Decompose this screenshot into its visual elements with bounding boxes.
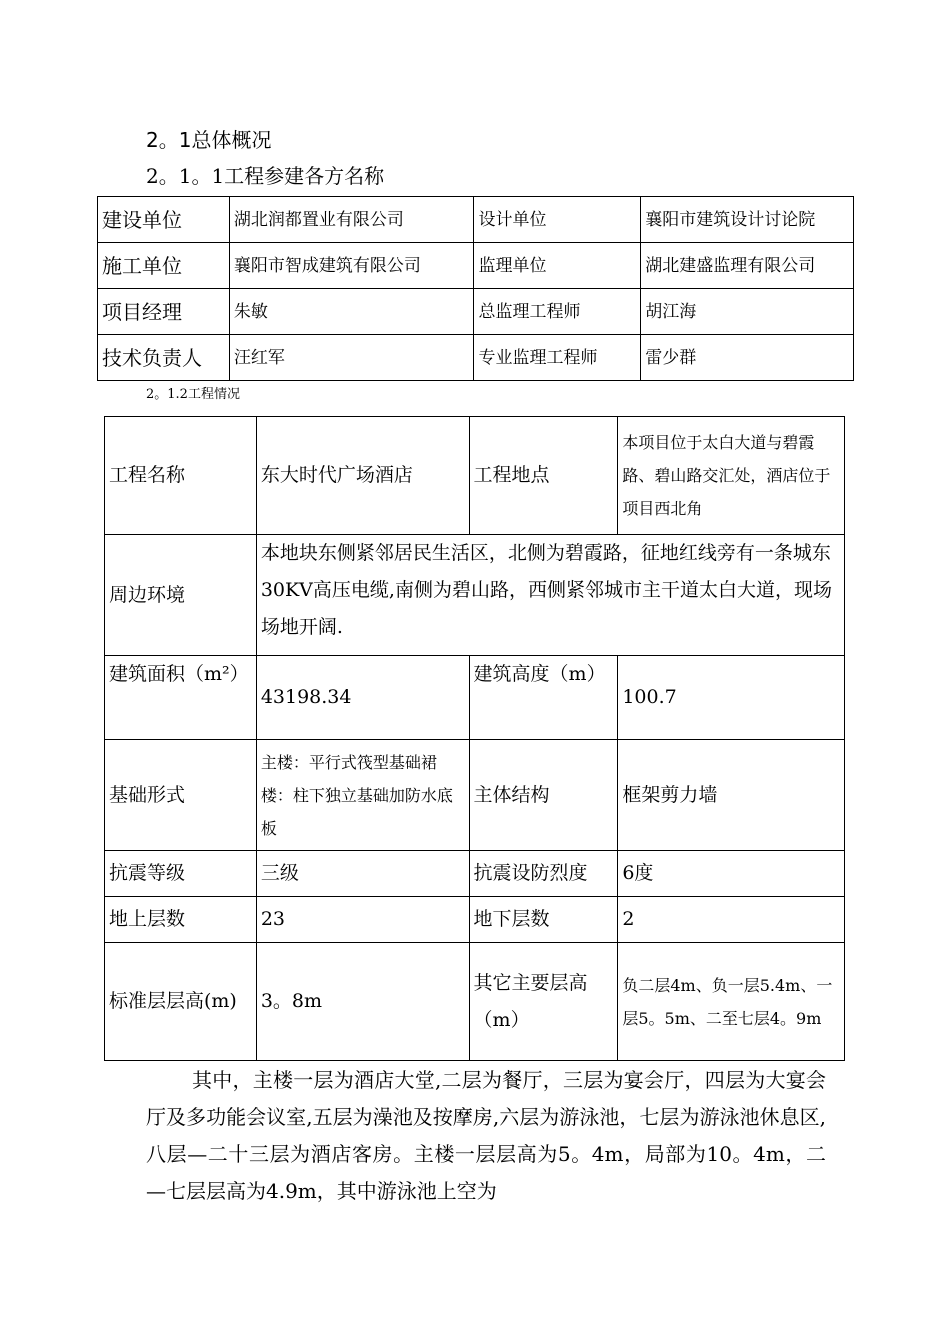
table-cell: 抗震等级 xyxy=(105,851,257,897)
table-cell: 建设单位 xyxy=(98,197,230,243)
table-row xyxy=(98,197,854,243)
table-cell: 汪红军 xyxy=(229,335,474,381)
table-row xyxy=(105,656,845,740)
table-row xyxy=(105,740,845,851)
table-cell: 基础形式 xyxy=(105,740,257,851)
table-cell: 项目经理 xyxy=(98,289,230,335)
table-cell: 地上层数 xyxy=(105,897,257,943)
table-cell: 负二层4m、负一层5.4m、一层5。5m、二至七层4。9m xyxy=(618,943,845,1061)
table-cell: 襄阳市建筑设计讨论院 xyxy=(641,197,854,243)
table-cell: 建筑高度（m） xyxy=(469,656,618,740)
table-cell: 襄阳市智成建筑有限公司 xyxy=(229,243,474,289)
parties-table xyxy=(97,196,854,381)
table-cell: 本项目位于太白大道与碧霞路、碧山路交汇处，酒店位于项目西北角 xyxy=(618,417,845,535)
table-cell: 施工单位 xyxy=(98,243,230,289)
table-row xyxy=(98,335,854,381)
table-row xyxy=(105,897,845,943)
table-cell: 地下层数 xyxy=(469,897,618,943)
table-cell: 胡江海 xyxy=(641,289,854,335)
table-cell: 技术负责人 xyxy=(98,335,230,381)
table-cell: 湖北润都置业有限公司 xyxy=(229,197,474,243)
table-cell: 设计单位 xyxy=(474,197,641,243)
subsection-heading-project: 2。1.2工程情况 xyxy=(146,387,240,402)
subsection-heading-parties: 2。1。1工程参建各方名称 xyxy=(146,164,385,188)
table-cell: 总监理工程师 xyxy=(474,289,641,335)
table-cell: 湖北建盛监理有限公司 xyxy=(641,243,854,289)
table-cell: 主体结构 xyxy=(469,740,618,851)
table-cell: 东大时代广场酒店 xyxy=(256,417,469,535)
table-cell: 抗震设防烈度 xyxy=(469,851,618,897)
table-cell: 其它主要层高（m） xyxy=(469,943,618,1061)
table-row xyxy=(105,417,845,535)
table-cell: 23 xyxy=(256,897,469,943)
table-row xyxy=(98,289,854,335)
project-table xyxy=(104,416,845,1061)
table-cell: 2 xyxy=(618,897,845,943)
table-cell: 3。8m xyxy=(256,943,469,1061)
body-paragraph: 其中，主楼一层为酒店大堂,二层为餐厅，三层为宴会厅，四层为大宴会厅及多功能会议室,五层为澡池及按摩房,六层为游泳池，七层为游泳池休息区,八层—二十三层为酒店客房。主楼一层层高为5。4m，局部为10。4m，二—七层层高为4.9m，其中游泳池上空为 xyxy=(146,1068,826,1203)
table-cell: 周边环境 xyxy=(105,535,257,656)
table-row xyxy=(105,851,845,897)
table-cell: 三级 xyxy=(256,851,469,897)
table-cell: 专业监理工程师 xyxy=(474,335,641,381)
table-cell: 框架剪力墙 xyxy=(618,740,845,851)
table-cell: 朱敏 xyxy=(229,289,474,335)
table-cell: 工程地点 xyxy=(469,417,618,535)
table-cell: 100.7 xyxy=(618,656,845,740)
table-cell: 监理单位 xyxy=(474,243,641,289)
table-row xyxy=(105,943,845,1061)
table-cell: 雷少群 xyxy=(641,335,854,381)
table-cell: 主楼：平行式筏型基础裙楼：柱下独立基础加防水底板 xyxy=(256,740,469,851)
table-row xyxy=(105,535,845,656)
table-cell: 本地块东侧紧邻居民生活区，北侧为碧霞路，征地红线旁有一条城东30KV高压电缆,南侧为碧山路，西侧紧邻城市主干道太白大道，现场场地开阔. xyxy=(256,535,844,656)
table-cell: 6度 xyxy=(618,851,845,897)
table-cell: 标准层层高(m) xyxy=(105,943,257,1061)
table-cell: 43198.34 xyxy=(256,656,469,740)
table-cell: 工程名称 xyxy=(105,417,257,535)
table-cell: 建筑面积（m²） xyxy=(105,656,257,740)
section-heading: 2。1总体概况 xyxy=(146,128,272,152)
table-row xyxy=(98,243,854,289)
